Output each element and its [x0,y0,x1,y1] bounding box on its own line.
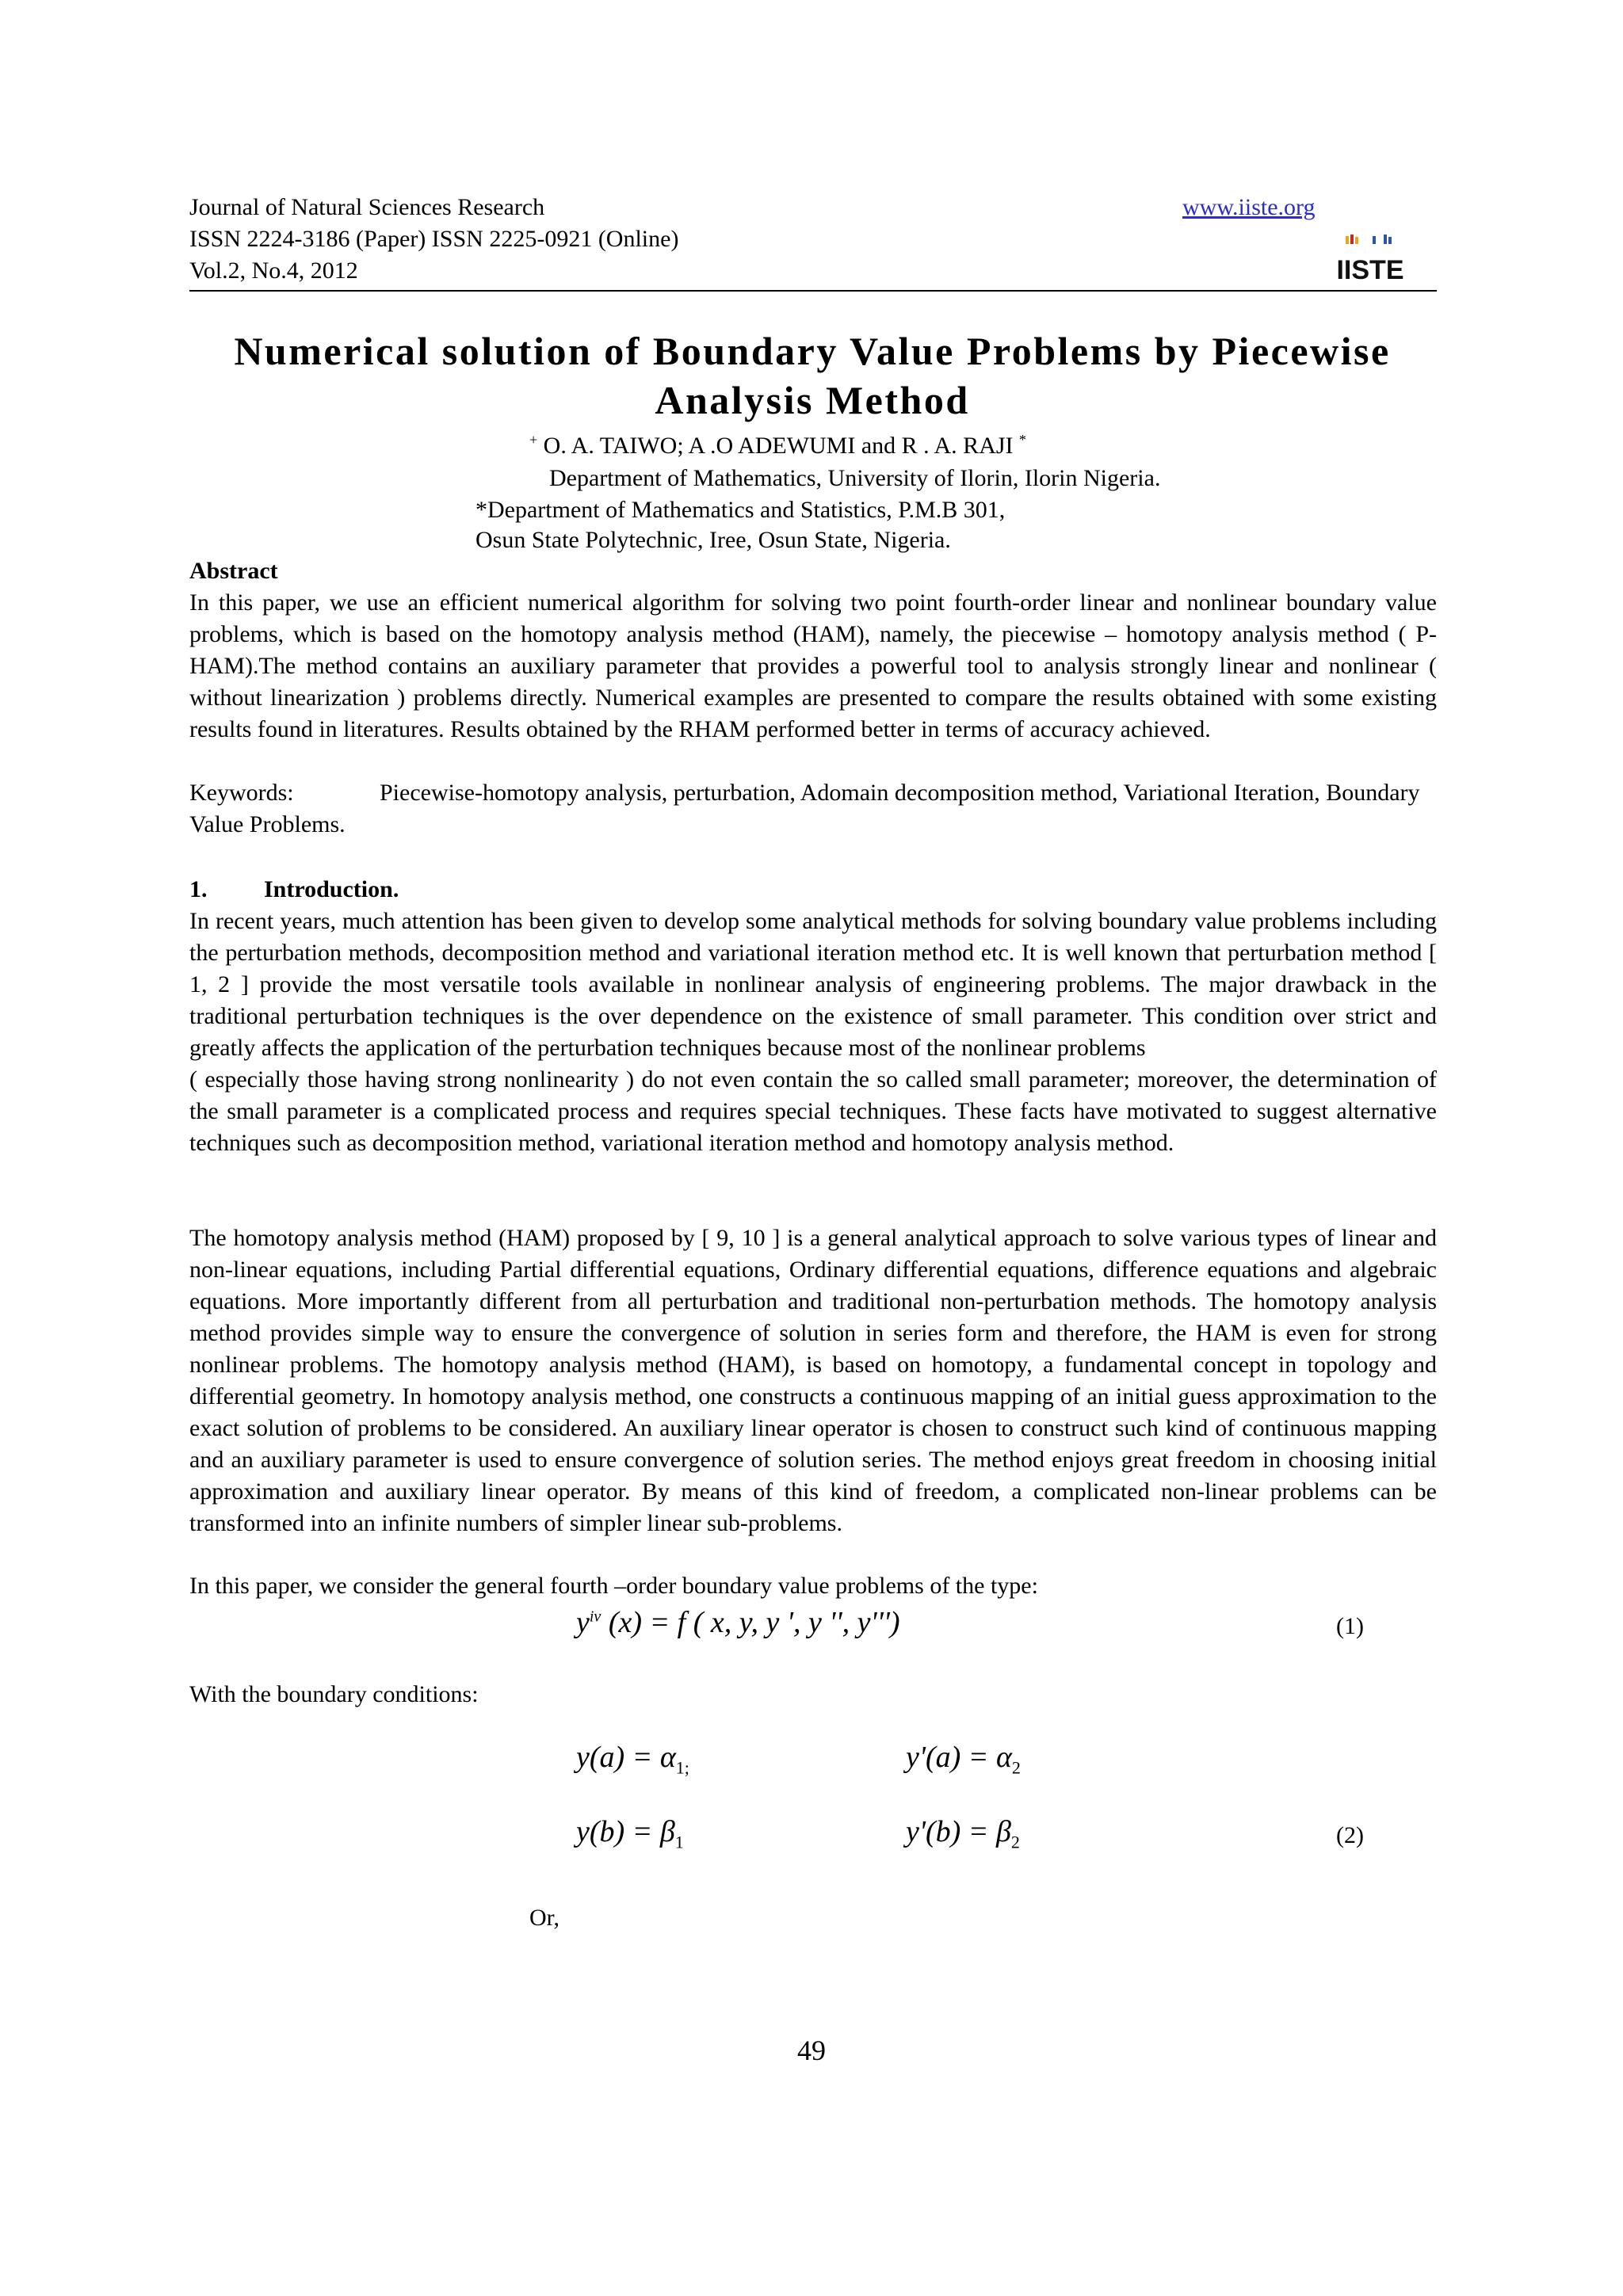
bc-y-a: $y(a) = \alpha_{1;}$ [576,1741,689,1778]
intro-paragraph-1b: ( especially those having strong nonlinearity ) do not even contain the so called small parameter; moreover, the determination of the small parameter is a complicated process and requires special techniques. These facts have motivated to suggest alternative techniques such as decomposition method, variational iteration method and homotopy analysis method. [189,1066,1437,1156]
bc-yprime-a: $y'(a) = \alpha_2$ [906,1741,1021,1778]
keywords-text: Piecewise-homotopy analysis, perturbation, Adomain decomposition method, Variational Iteration, Boundary Value Problems. [189,780,1420,837]
or-label: Or, [529,1905,559,1931]
intro-paragraph-3: In this paper, we consider the general fourth –order boundary value problems of the type: [189,1573,1038,1599]
keywords-label: Keywords: [189,780,294,806]
page-number: 49 [797,2035,826,2066]
equation-2-number: (2) [1336,1822,1364,1848]
paper-title-line2: Analysis Method [655,378,970,422]
equation-1: $y^{iv}$ (x) = f ( x, y, y ', y '', y''') [576,1606,900,1639]
author-plus-mark: + [529,432,538,448]
section-1-title: Introduction. [264,876,399,902]
affiliation-1: Department of Mathematics, University of Ilorin, Ilorin Nigeria. [549,465,1161,491]
header-rule [189,290,1437,292]
boundary-conditions-label: With the boundary conditions: [189,1681,479,1707]
section-1-heading [189,874,399,906]
paper-title-line1: Numerical solution of Boundary Value Problems by Piecewise [234,329,1391,373]
section-1-number: 1. [189,876,208,902]
abstract-text: In this paper, we use an efficient numerical algorithm for solving two point fourth-order linear and nonlinear boundary value problems, which is based on the homotopy analysis method (HAM), namely, the piecewise – homotopy analysis method ( P-HAM).The method contains an auxiliary parameter that provides a powerful tool to analysis strongly linear and nonlinear ( without linearization ) problems directly. Numerical examples are presented to compare the results obtained with some existing results found in literatures. Results obtained by the RHAM performed better in terms of accuracy achieved. [189,589,1437,742]
author-line [529,431,1026,461]
affiliation-3: Osun State Polytechnic, Iree, Osun State, Nigeria. [475,527,951,553]
logo-text: IISTE [1336,255,1404,285]
author-names: O. A. TAIWO; A .O ADEWUMI and R . A. RAJI [537,433,1020,459]
issn-line: ISSN 2224-3186 (Paper) ISSN 2225-0921 (Online) [189,226,679,252]
intro-paragraph-2: The homotopy analysis method (HAM) proposed by [ 9, 10 ] is a general analytical approach to solve various types of linear and non-linear equations, including Partial differential equations, Ordinary differential equations, difference equations and algebraic equations. More importantly different from all perturbation and traditional non-perturbation methods. The homotopy analysis method provides simple way to ensure the convergence of solution in series form and therefore, the HAM is even for strong nonlinear problems. The homotopy analysis method (HAM), is based on homotopy, a fundamental concept in topology and differential geometry. In homotopy analysis method, one constructs a continuous mapping of an initial guess approximation to the exact solution of problems to be considered. An auxiliary linear operator is chosen to construct such kind of continuous mapping and an auxiliary parameter is used to ensure convergence of solution series. The method enjoys great freedom in choosing initial approximation and auxiliary linear operator. By means of this kind of freedom, a complicated non-linear problems can be transformed into an infinite numbers of simpler linear sub-problems. [189,1225,1437,1536]
intro-paragraph-1a: In recent years, much attention has been given to develop some analytical methods for solving boundary value problems including the perturbation methods, decomposition method and variational iteration method etc. It is well known that perturbation method [ 1, 2 ] provide the most versatile tools available in nonlinear analysis of engineering problems. The major drawback in the traditional perturbation techniques is the over dependence on the existence of small parameter. This condition over strict and greatly affects the application of the perturbation techniques because most of the nonlinear problems [189,908,1437,1061]
author-star-mark: * [1019,432,1027,448]
equation-1-number: (1) [1336,1613,1364,1639]
keywords-row [189,777,1437,841]
iiste-logo-icon [1336,233,1404,285]
abstract-heading: Abstract [189,558,278,584]
bc-yprime-b: $y'(b) = \beta_2$ [906,1815,1020,1852]
bc-y-b: $y(b) = \beta_1$ [576,1815,684,1852]
journal-url-link[interactable]: www.iiste.org [1182,194,1316,220]
affiliation-2: *Department of Mathematics and Statistics, P.M.B 301, [475,497,1006,523]
journal-name: Journal of Natural Sciences Research [189,194,545,220]
volume-line: Vol.2, No.4, 2012 [189,257,358,284]
